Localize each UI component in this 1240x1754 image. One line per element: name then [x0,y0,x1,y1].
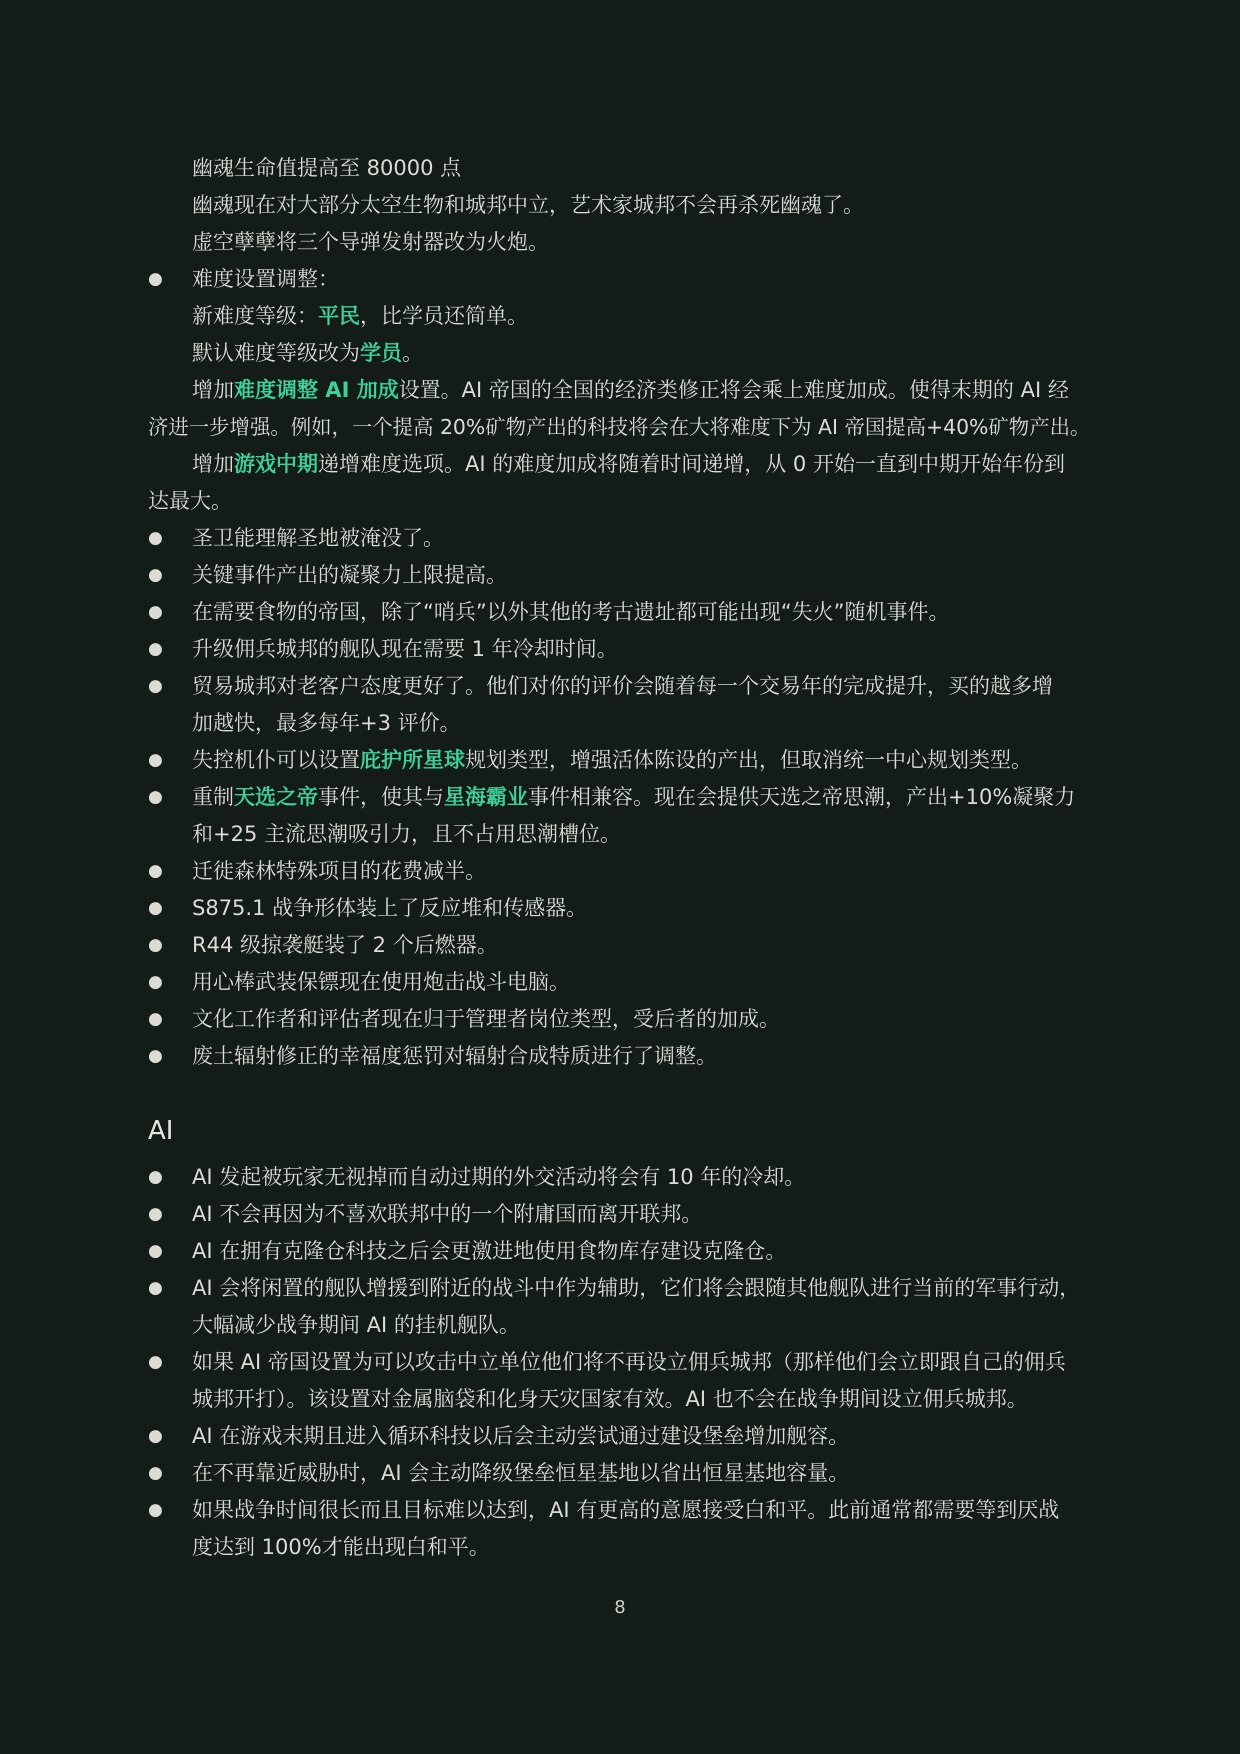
bullet-icon: ● [148,639,163,659]
list-item: ● 关键事件产出的凝聚力上限提高。 [148,557,1092,594]
highlight-term: 星海霸业 [444,785,528,809]
list-item: ● 在需要食物的帝国，除了“哨兵”以外其他的考古遗址都可能出现“失火”随机事件。 [148,594,1092,631]
bullet-icon: ● [148,935,163,955]
list-item: ● 难度设置调整： [148,261,1092,298]
text-line: 增加游戏中期递增难度选项。AI 的难度加成将随着时间递增，从 0 开始一直到中期开始年份到 [192,452,1065,476]
bullet-icon: ● [148,269,163,289]
list-item: ● 如果 AI 帝国设置为可以攻击中立单位他们将不再设立佣兵城邦（那样他们会立即跟自己的佣兵 [148,1344,1092,1381]
bullet-icon: ● [148,1167,163,1187]
list-item: ● AI 不会再因为不喜欢联邦中的一个附庸国而离开联邦。 [148,1196,1092,1233]
bullet-icon: ● [148,750,163,770]
list-item: ● 在不再靠近威胁时，AI 会主动降级堡垒恒星基地以省出恒星基地容量。 [148,1455,1092,1492]
bullet-icon: ● [148,1009,163,1029]
text-line: 新难度等级：平民，比学员还简单。 [192,304,528,328]
bullet-icon: ● [148,1463,163,1483]
text-line: 达最大。 [148,489,232,513]
highlight-term: 天选之帝 [234,785,318,809]
list-item: ● 文化工作者和评估者现在归于管理者岗位类型，受后者的加成。 [148,1001,1092,1038]
bullet-icon: ● [148,1352,163,1372]
list-item-continuation: 加越快，最多每年+3 评价。 [192,711,461,735]
list-item: ● AI 在游戏末期且进入循环科技以后会主动尝试通过建设堡垒增加舰容。 [148,1418,1092,1455]
bullet-icon: ● [148,1241,163,1261]
bullet-icon: ● [148,1204,163,1224]
page-number: 8 [614,1597,626,1618]
list-item-continuation: 大幅减少战争期间 AI 的挂机舰队。 [192,1313,520,1337]
text-line: 默认难度等级改为学员。 [192,341,423,365]
list-item-continuation: 城邦开打）。该设置对金属脑袋和化身天灾国家有效。AI 也不会在战争期间设立佣兵城邦。 [192,1387,1028,1411]
bullet-icon: ● [148,1046,163,1066]
bullet-icon: ● [148,898,163,918]
list-item: ● 用心棒武装保镖现在使用炮击战斗电脑。 [148,964,1092,1001]
list-item: ● 如果战争时间很长而且目标难以达到，AI 有更高的意愿接受白和平。此前通常都需要等到厌战 [148,1492,1092,1529]
bullet-icon: ● [148,972,163,992]
bullet-icon: ● [148,1500,163,1520]
bullet-icon: ● [148,1426,163,1446]
list-item: ● 升级佣兵城邦的舰队现在需要 1 年冷却时间。 [148,631,1092,668]
list-item-continuation: 度达到 100%才能出现白和平。 [192,1535,490,1559]
list-item: ● 贸易城邦对老客户态度更好了。他们对你的评价会随着每一个交易年的完成提升，买的越多增 [148,668,1092,705]
highlight-term: 平民 [318,304,360,328]
text-line: 增加难度调整 AI 加成设置。AI 帝国的全国的经济类修正将会乘上难度加成。使得末期的 AI 经 [192,378,1069,402]
list-item: ● R44 级掠袭艇装了 2 个后燃器。 [148,927,1092,964]
list-item: ● 废土辐射修正的幸福度惩罚对辐射合成特质进行了调整。 [148,1038,1092,1075]
text-line: 幽魂生命值提高至 80000 点 [192,156,462,180]
bullet-icon: ● [148,1278,163,1298]
list-item: ● 重制天选之帝事件，使其与星海霸业事件相兼容。现在会提供天选之帝思潮，产出+10%凝聚力 [148,779,1092,816]
list-item: ● AI 发起被玩家无视掉而自动过期的外交活动将会有 10 年的冷却。 [148,1159,1092,1196]
highlight-term: 庇护所星球 [360,748,465,772]
highlight-term: 学员 [360,341,402,365]
list-item: ● S875.1 战争形体装上了反应堆和传感器。 [148,890,1092,927]
highlight-term: 游戏中期 [234,452,318,476]
bullet-icon: ● [148,602,163,622]
bullet-icon: ● [148,861,163,881]
text-line: 幽魂现在对大部分太空生物和城邦中立，艺术家城邦不会再杀死幽魂了。 [192,193,864,217]
list-item: ● AI 在拥有克隆仓科技之后会更激进地使用食物库存建设克隆仓。 [148,1233,1092,1270]
section-heading-ai: AI [148,1116,174,1146]
text-line: 虚空孽孽将三个导弹发射器改为火炮。 [192,230,549,254]
list-item: ● 圣卫能理解圣地被淹没了。 [148,520,1092,557]
bullet-icon: ● [148,676,163,696]
list-item: ● 失控机仆可以设置庇护所星球规划类型，增强活体陈设的产出，但取消统一中心规划类型。 [148,742,1092,779]
list-item: ● AI 会将闲置的舰队增援到附近的战斗中作为辅助，它们将会跟随其他舰队进行当前的军事行动， [148,1270,1092,1307]
highlight-term: 难度调整 AI 加成 [234,378,399,402]
text-line: 济进一步增强。例如，一个提高 20%矿物产出的科技将会在大将难度下为 AI 帝国提高+40%矿物产出。 [148,415,1091,439]
document-body [148,150,1092,1566]
bullet-icon: ● [148,528,163,548]
bullet-icon: ● [148,787,163,807]
bullet-icon: ● [148,565,163,585]
list-item-continuation: 和+25 主流思潮吸引力，且不占用思潮槽位。 [192,822,621,846]
list-item: ● 迁徙森林特殊项目的花费减半。 [148,853,1092,890]
